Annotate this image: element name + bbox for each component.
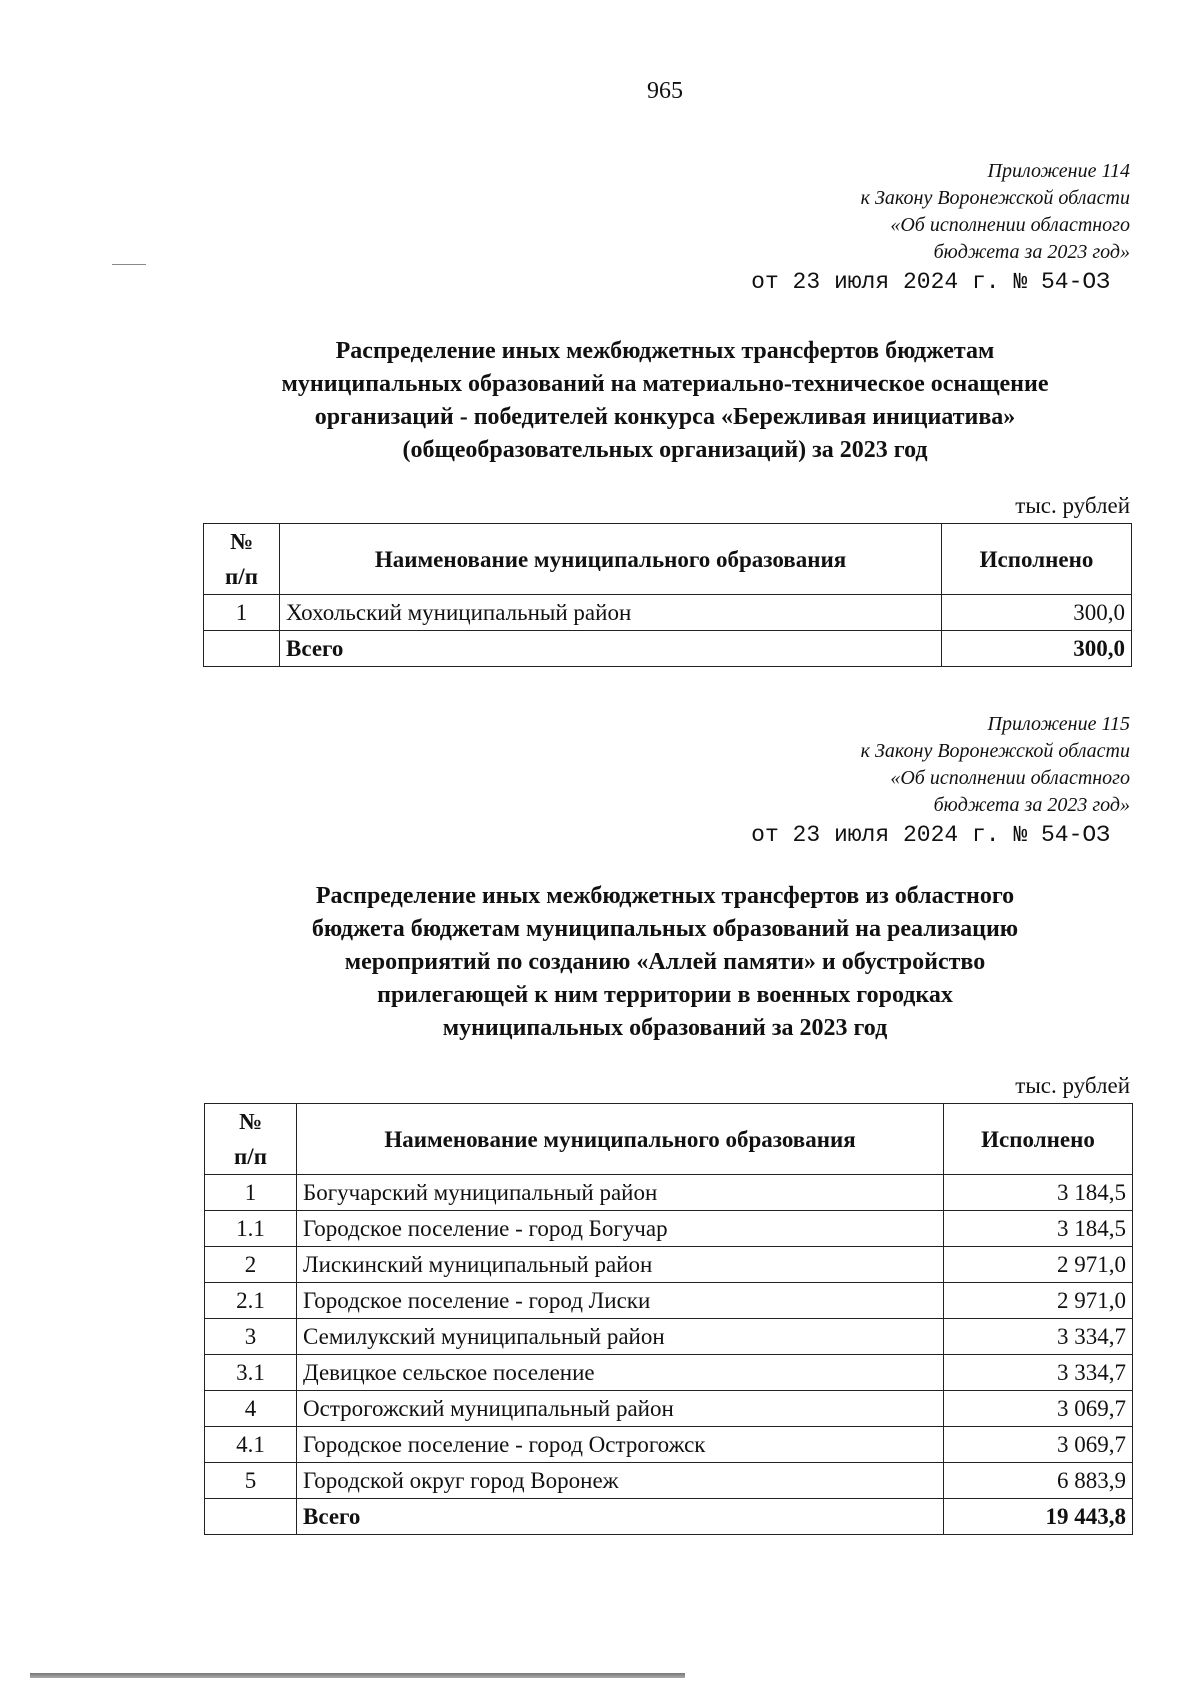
table-row xyxy=(205,1211,1133,1247)
municipality-name: Городское поселение - город Острогожск xyxy=(297,1427,944,1463)
appendix-law-line: к Закону Воронежской области xyxy=(860,740,1130,762)
title-line: Распределение иных межбюджетных трансфертов из областного xyxy=(315,883,1015,909)
total-number-cell xyxy=(205,1499,297,1535)
municipality-name: Городской округ город Воронеж xyxy=(297,1463,944,1499)
table-row xyxy=(205,1175,1133,1211)
appendix-number: Приложение 114 xyxy=(987,160,1130,182)
column-header-name: Наименование муниципального образования xyxy=(297,1104,944,1175)
title-line: муниципальных образований на материально-техническое оснащение xyxy=(281,371,1049,397)
row-number: 3.1 xyxy=(205,1355,297,1391)
amount-value: 6 883,9 xyxy=(944,1463,1133,1499)
appendix-law-line: бюджета за 2023 год» xyxy=(933,241,1130,263)
row-number: 2 xyxy=(205,1247,297,1283)
section-title-115 xyxy=(150,880,1180,1045)
total-label: Всего xyxy=(297,1499,944,1535)
appendix-law-line: «Об исполнении областного xyxy=(890,214,1130,236)
row-number: 3 xyxy=(205,1319,297,1355)
amount-value: 3 069,7 xyxy=(944,1391,1133,1427)
appendix-number: Приложение 115 xyxy=(987,713,1130,735)
transfers-table-114 xyxy=(203,523,1132,667)
amount-value: 3 184,5 xyxy=(944,1175,1133,1211)
units-label: тыс. рублей xyxy=(1015,493,1130,518)
amount-value: 3 069,7 xyxy=(944,1427,1133,1463)
column-header-name: Наименование муниципального образования xyxy=(280,524,942,595)
total-number-cell xyxy=(204,631,280,667)
table-row xyxy=(205,1283,1133,1319)
section-title-114 xyxy=(150,335,1180,467)
title-line: (общеобразовательных организаций) за 2023 год xyxy=(402,437,928,463)
municipality-name: Богучарский муниципальный район xyxy=(297,1175,944,1211)
scan-edge-line xyxy=(30,1673,685,1678)
row-number: 2.1 xyxy=(205,1283,297,1319)
title-line: муниципальных образований за 2023 год xyxy=(442,1015,888,1041)
units-label: тыс. рублей xyxy=(1015,1073,1130,1098)
table-row xyxy=(205,1391,1133,1427)
amount-value: 300,0 xyxy=(942,595,1132,631)
column-header-amount: Исполнено xyxy=(944,1104,1133,1175)
table-row xyxy=(204,595,1132,631)
margin-mark xyxy=(112,264,146,265)
column-header-number: № п/п xyxy=(204,524,280,595)
title-line: прилегающей к ним территории в военных городках xyxy=(377,982,953,1008)
title-line: мероприятий по созданию «Аллей памяти» и обустройство xyxy=(344,949,986,975)
table-row xyxy=(205,1463,1133,1499)
page-number: 965 xyxy=(647,78,683,104)
row-number: 1.1 xyxy=(205,1211,297,1247)
table-row xyxy=(205,1427,1133,1463)
decree-reference: от 23 июля 2024 г. № 54-ОЗ xyxy=(751,822,1110,848)
amount-value: 2 971,0 xyxy=(944,1283,1133,1319)
municipality-name: Хохольский муниципальный район xyxy=(280,595,942,631)
table-header-row xyxy=(204,524,1132,595)
amount-value: 3 184,5 xyxy=(944,1211,1133,1247)
row-number: 5 xyxy=(205,1463,297,1499)
decree-reference: от 23 июля 2024 г. № 54-ОЗ xyxy=(751,269,1110,295)
table-row xyxy=(205,1247,1133,1283)
municipality-name: Городское поселение - город Лиски xyxy=(297,1283,944,1319)
row-number: 1 xyxy=(204,595,280,631)
amount-value: 3 334,7 xyxy=(944,1319,1133,1355)
row-number: 1 xyxy=(205,1175,297,1211)
title-line: бюджета бюджетам муниципальных образований на реализацию xyxy=(311,916,1019,942)
amount-value: 2 971,0 xyxy=(944,1247,1133,1283)
amount-value: 3 334,7 xyxy=(944,1355,1133,1391)
municipality-name: Девицкое сельское поселение xyxy=(297,1355,944,1391)
title-line: организаций - победителей конкурса «Бережливая инициатива» xyxy=(314,404,1016,430)
title-line: Распределение иных межбюджетных трансфертов бюджетам xyxy=(335,338,995,364)
municipality-name: Городское поселение - город Богучар xyxy=(297,1211,944,1247)
appendix-law-line: бюджета за 2023 год» xyxy=(933,794,1130,816)
municipality-name: Семилукский муниципальный район xyxy=(297,1319,944,1355)
municipality-name: Лискинский муниципальный район xyxy=(297,1247,944,1283)
appendix-note-115 xyxy=(610,711,1130,851)
municipality-name: Острогожский муниципальный район xyxy=(297,1391,944,1427)
row-number: 4 xyxy=(205,1391,297,1427)
column-header-number: № п/п xyxy=(205,1104,297,1175)
appendix-law-line: к Закону Воронежской области xyxy=(860,187,1130,209)
appendix-law-line: «Об исполнении областного xyxy=(890,767,1130,789)
total-label: Всего xyxy=(280,631,942,667)
column-header-amount: Исполнено xyxy=(942,524,1132,595)
total-row xyxy=(204,631,1132,667)
total-row xyxy=(205,1499,1133,1535)
total-amount: 19 443,8 xyxy=(944,1499,1133,1535)
table-header-row xyxy=(205,1104,1133,1175)
total-amount: 300,0 xyxy=(942,631,1132,667)
table-row xyxy=(205,1355,1133,1391)
appendix-note-114 xyxy=(610,158,1130,298)
table-row xyxy=(205,1319,1133,1355)
row-number: 4.1 xyxy=(205,1427,297,1463)
transfers-table-115 xyxy=(204,1103,1133,1535)
